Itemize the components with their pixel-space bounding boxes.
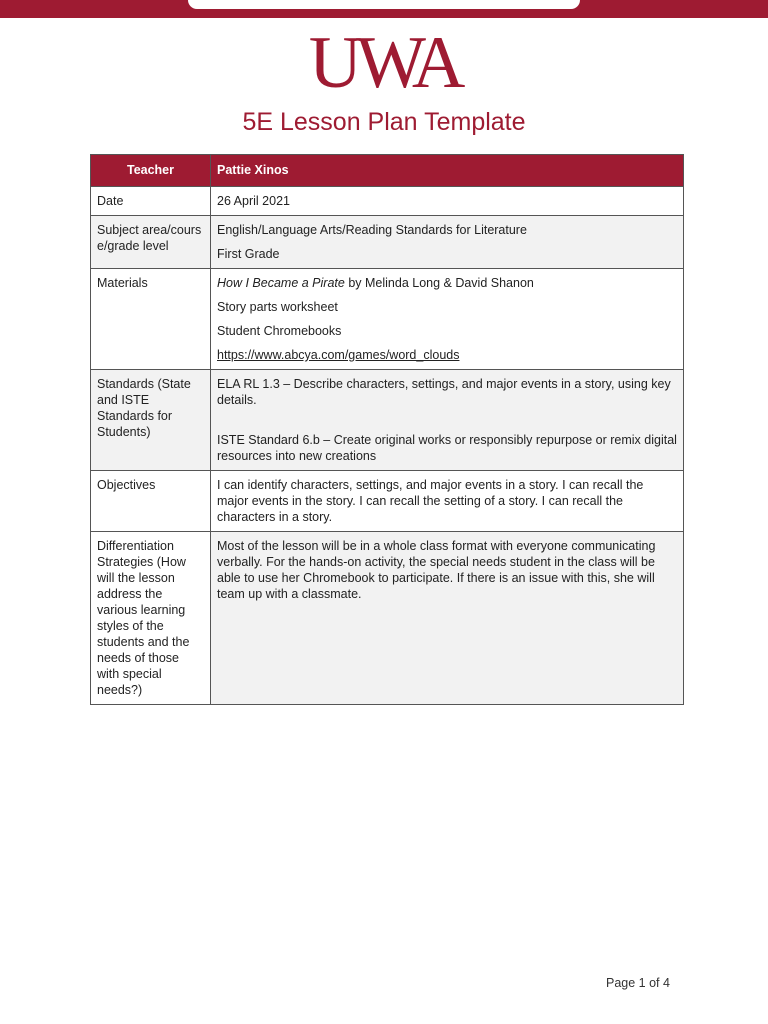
subject-row [91,216,684,269]
standards-iste: ISTE Standard 6.b – Create original works or responsibly repurpose or remix digital resources into new creations [217,433,677,463]
date-row [91,187,684,216]
materials-row [91,269,684,370]
materials-value [211,269,684,370]
document-title: 5E Lesson Plan Template [242,108,526,136]
top-banner-notch [188,0,580,9]
materials-label: Materials [91,269,211,370]
uwa-logo: UWA [308,22,460,104]
standards-label: Standards (State and ISTE Standards for Students) [91,370,211,471]
date-label: Date [91,187,211,216]
materials-worksheet: Story parts worksheet [217,300,338,314]
lesson-plan-table [90,154,684,705]
subject-label: Subject area/course/grade level [91,216,211,269]
differentiation-row [91,532,684,705]
materials-book [217,275,677,291]
book-title: How I Became a Pirate [217,276,345,290]
teacher-row [91,155,684,187]
teacher-value: Pattie Xinos [211,155,684,187]
differentiation-value: Most of the lesson will be in a whole class format with everyone communicating verbally. For the hands-on activity, the special needs student in the class will be able to use her Chromebook to participate. If there is an issue with this, she will team up with a classmate. [211,532,684,705]
materials-link-line [217,347,677,363]
date-value: 26 April 2021 [211,187,684,216]
standards-row [91,370,684,471]
standards-ela: ELA RL 1.3 – Describe characters, settings, and major events in a story, using key details. [217,377,671,407]
book-authors: by Melinda Long & David Shanon [344,276,534,290]
materials-chromebooks: Student Chromebooks [217,324,342,338]
subject-line-2: First Grade [217,247,280,261]
teacher-label: Teacher [91,155,211,187]
standards-value [211,370,684,471]
objectives-label: Objectives [91,471,211,532]
word-clouds-link[interactable]: https://www.abcya.com/games/word_clouds [217,348,460,362]
page-number: Page 1 of 4 [606,976,670,990]
differentiation-label: Differentiation Strategies (How will the lesson address the various learning styles of the students and the needs of those with special needs?) [91,532,211,705]
top-banner [0,0,768,18]
objectives-value: I can identify characters, settings, and major events in a story. I can recall the major events in the story. I can recall the setting of a story. I can recall the characters in a story. [211,471,684,532]
subject-value [211,216,684,269]
objectives-row [91,471,684,532]
subject-line-1: English/Language Arts/Reading Standards for Literature [217,223,527,237]
standards-spacer [217,416,677,432]
